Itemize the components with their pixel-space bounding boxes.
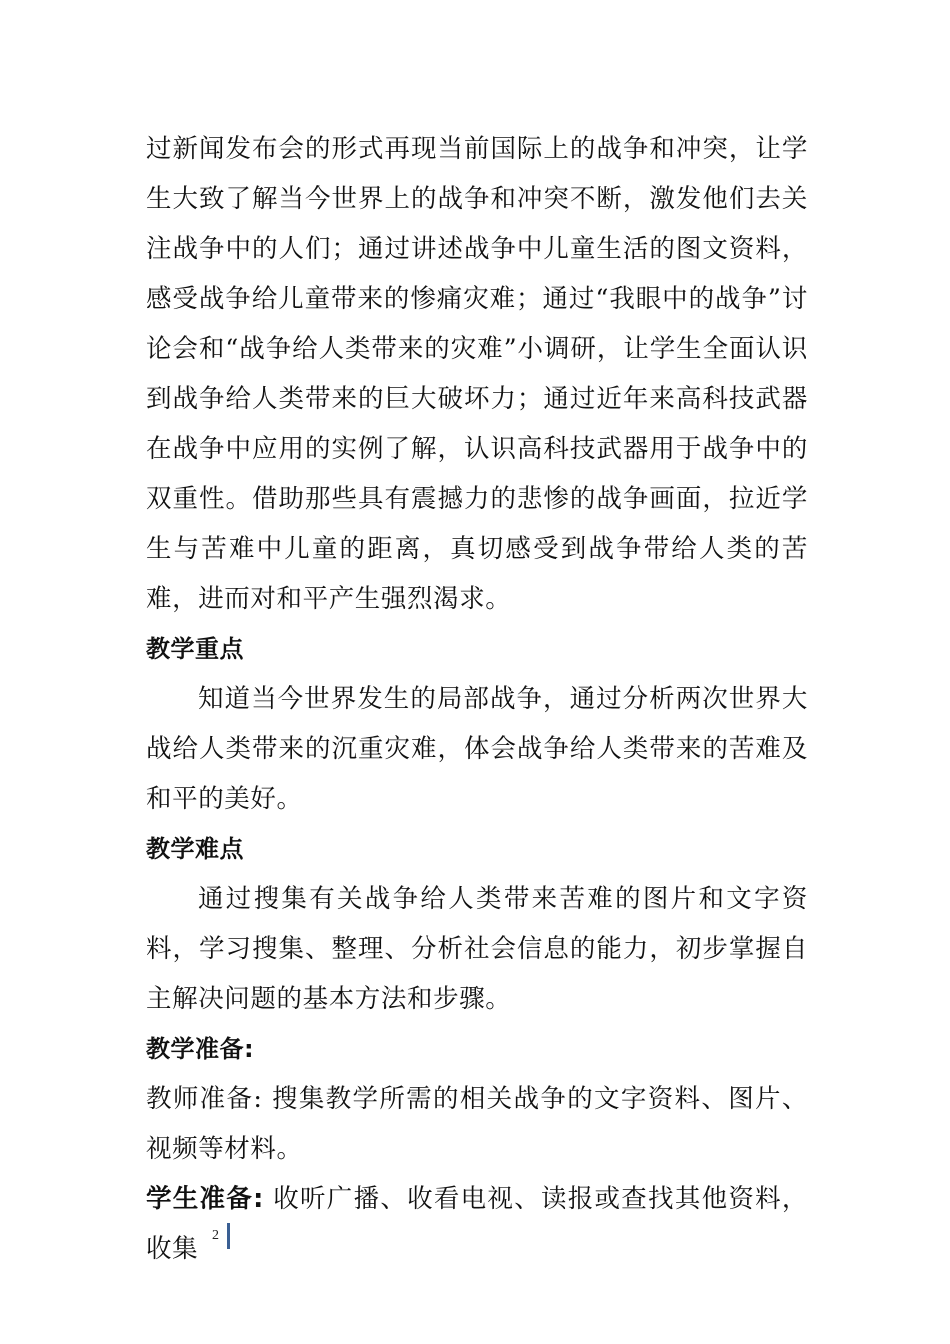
page-footer [212, 1222, 230, 1250]
key-point-heading: 教学重点 [146, 635, 244, 663]
difficult-point-heading: 教学难点 [146, 835, 244, 863]
teacher-preparation-paragraph: 教师准备: 搜集教学所需的相关战争的文字资料、图片、视频等材料。 [146, 1084, 808, 1164]
preparation-heading: 教学准备: [146, 1035, 255, 1063]
page-number: 2 [212, 1228, 219, 1243]
difficult-point-paragraph: 通过搜集有关战争给人类带来苦难的图片和文字资料，学习搜集、整理、分析社会信息的能力，初步掌握自主解决问题的基本方法和步骤。 [146, 884, 808, 1014]
student-preparation-paragraph [146, 1174, 808, 1274]
key-point-paragraph: 知道当今世界发生的局部战争，通过分析两次世界大战给人类带来的沉重灾难，体会战争给人类带来的苦难及和平的美好。 [146, 684, 808, 814]
intro-paragraph: 过新闻发布会的形式再现当前国际上的战争和冲突，让学生大致了解当今世界上的战争和冲突不断，激发他们去关注战争中的人们；通过讲述战争中儿童生活的图文资料，感受战争给儿童带来的惨痛灾难；通过“我眼中的战争”讨论会和“战争给人类带来的灾难”小调研，让学生全面认识到战争给人类带来的巨大破坏力；通过近年来高科技武器在战争中应用的实例了解，认识高科技武器用于战争中的双重性。借助那些具有震撼力的悲惨的战争画面，拉近学生与苦难中儿童的距离，真切感受到战争带给人类的苦难，进而对和平产生强烈渴求。 [146, 134, 808, 614]
student-preparation-text: 收听广播、收看电视、读报或查找其他资料，收集 [146, 1184, 808, 1264]
student-preparation-label: 学生准备: [146, 1184, 264, 1214]
footer-divider [227, 1223, 230, 1249]
document-body [146, 124, 808, 1274]
